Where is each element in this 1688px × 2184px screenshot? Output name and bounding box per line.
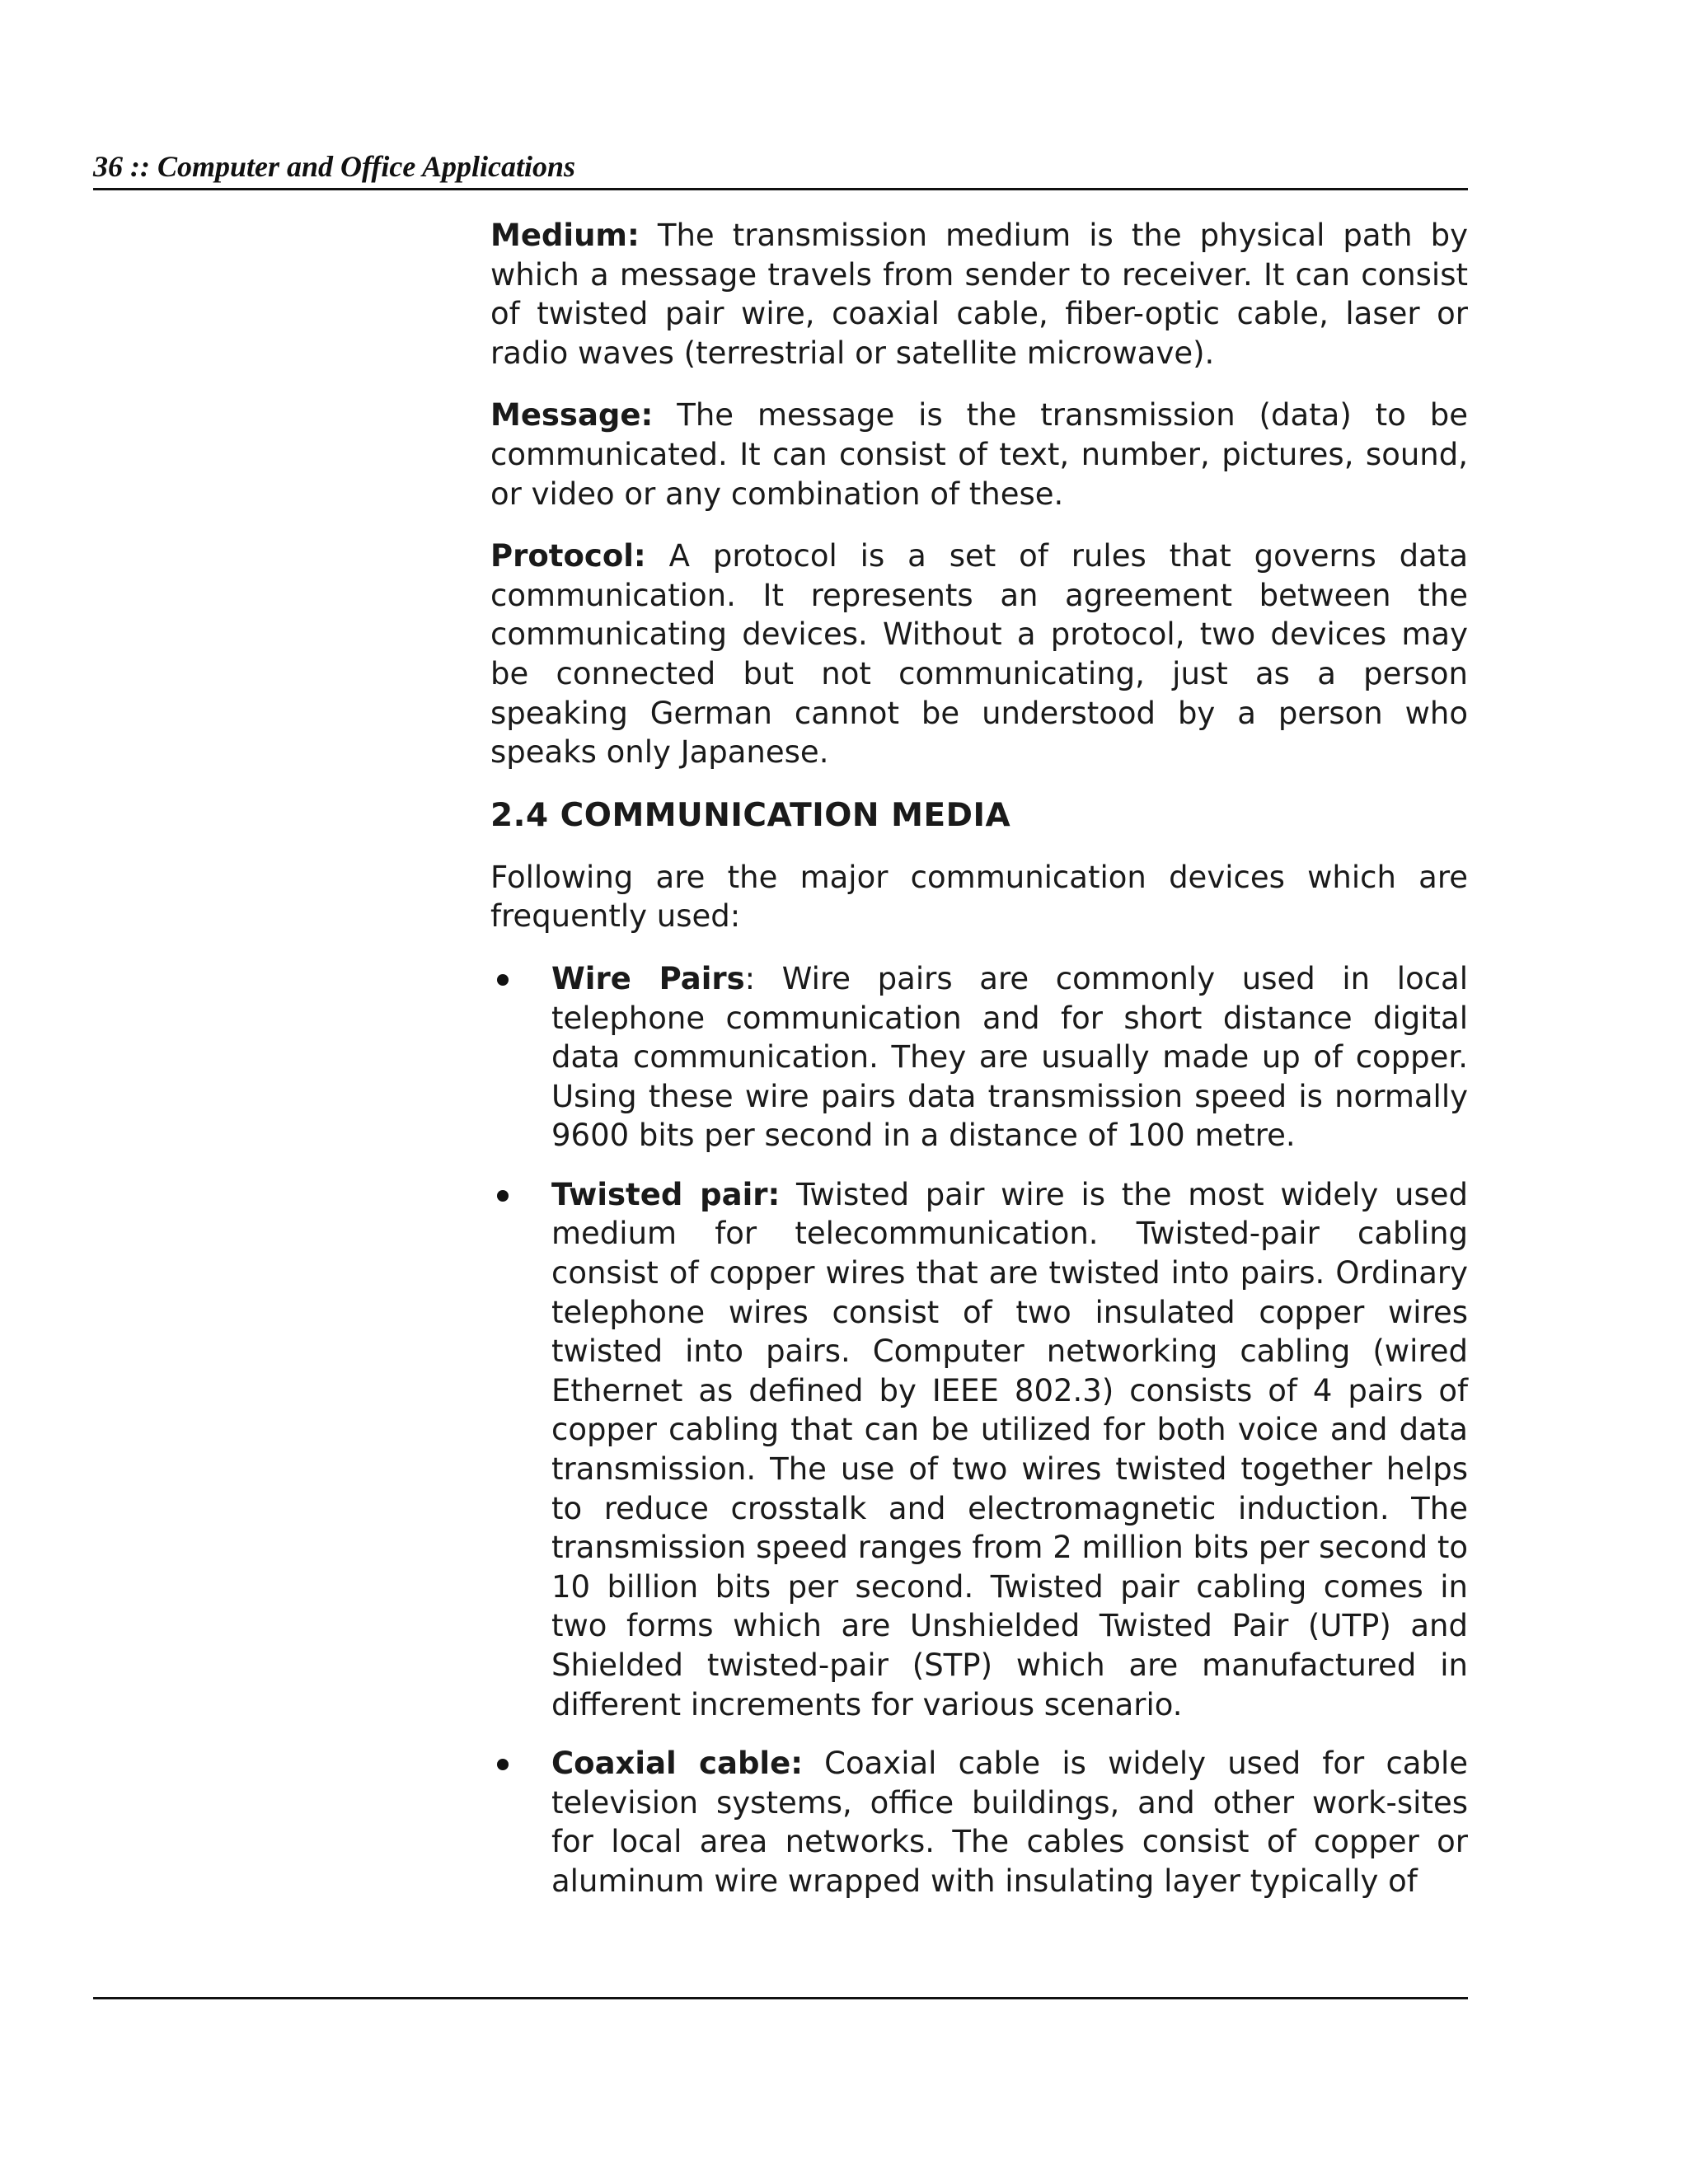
bullet-term: Wire Pairs <box>551 960 745 996</box>
bullet-text: Twisted pair wire is the most widely used medium for telecommunication. Twisted-pair cabling consist of copper wires that are twisted into pairs. Ordinary telephone wires consist of two insulated copper wires twisted into pairs. Computer networking cabling (wired Ethernet as defined by IEEE 802.3) consists of 4 pairs of copper cabling that can be utilized for both voice and data transmission. The use of two wires twisted together helps to reduce crosstalk and electromagnetic induction. The transmission speed ranges from 2 million bits per second to 10 billion bits per second. Twisted pair cabling comes in two forms which are Unshielded Twisted Pair (UTP) and Shielded twisted-pair (STP) which are manufactured in different increments for various scenario. <box>551 1176 1468 1722</box>
running-header: 36 :: Computer and Office Applications <box>93 150 575 183</box>
bullet-text: : Wire pairs are commonly used in local telephone communication and for short distance digital data communication. They are usually made up of copper. Using these wire pairs data transmission speed is normally 9600 bits per second in a distance of 100 metre. <box>551 960 1468 1154</box>
footer-rule <box>93 1997 1468 1999</box>
bullet-text: Coaxial cable is widely used for cable television systems, office buildings, and other work-sites for local area networks. The cables consist of copper or aluminum wire wrapped with insulating layer typically of <box>551 1746 1468 1899</box>
bullet-item-twisted-pair <box>490 1175 1468 1724</box>
section-heading: 2.4 COMMUNICATION MEDIA <box>490 796 1011 834</box>
section-intro: Following are the major communication devices which are frequently used: <box>490 859 1468 935</box>
paragraph-message <box>490 396 1468 513</box>
header-rule <box>93 188 1468 190</box>
paragraph-protocol <box>490 537 1468 772</box>
text-message: The message is the transmission (data) to be communicated. It can consist of text, number, pictures, sound, or video or any combination of these. <box>490 397 1468 512</box>
bullet-list <box>490 959 1468 1901</box>
bullet-dot-icon <box>497 974 509 986</box>
term-medium: Medium: <box>490 218 640 253</box>
bullet-dot-icon <box>497 1190 509 1202</box>
paragraph-medium <box>490 216 1468 373</box>
bullet-term: Coaxial cable: <box>551 1746 803 1782</box>
term-protocol: Protocol: <box>490 538 646 574</box>
text-protocol: A protocol is a set of rules that governs data communication. It represents an agreement between the communicating devices. Without a protocol, two devices may be connected but not communicating, just as a person speaking German cannot be understood by a person who speaks only Japanese. <box>490 538 1468 771</box>
term-message: Message: <box>490 397 654 434</box>
text-medium: The transmission medium is the physical path by which a message travels from sender to receiver. It can consist of twisted pair wire, coaxial cable, fiber-optic cable, laser or radio waves (terrestrial or satellite microwave). <box>490 218 1468 371</box>
bullet-dot-icon <box>497 1759 509 1770</box>
bullet-item-coaxial-cable <box>490 1744 1468 1900</box>
page-body <box>490 216 1468 1921</box>
bullet-term: Twisted pair: <box>551 1176 781 1212</box>
bullet-item-wire-pairs <box>490 959 1468 1155</box>
